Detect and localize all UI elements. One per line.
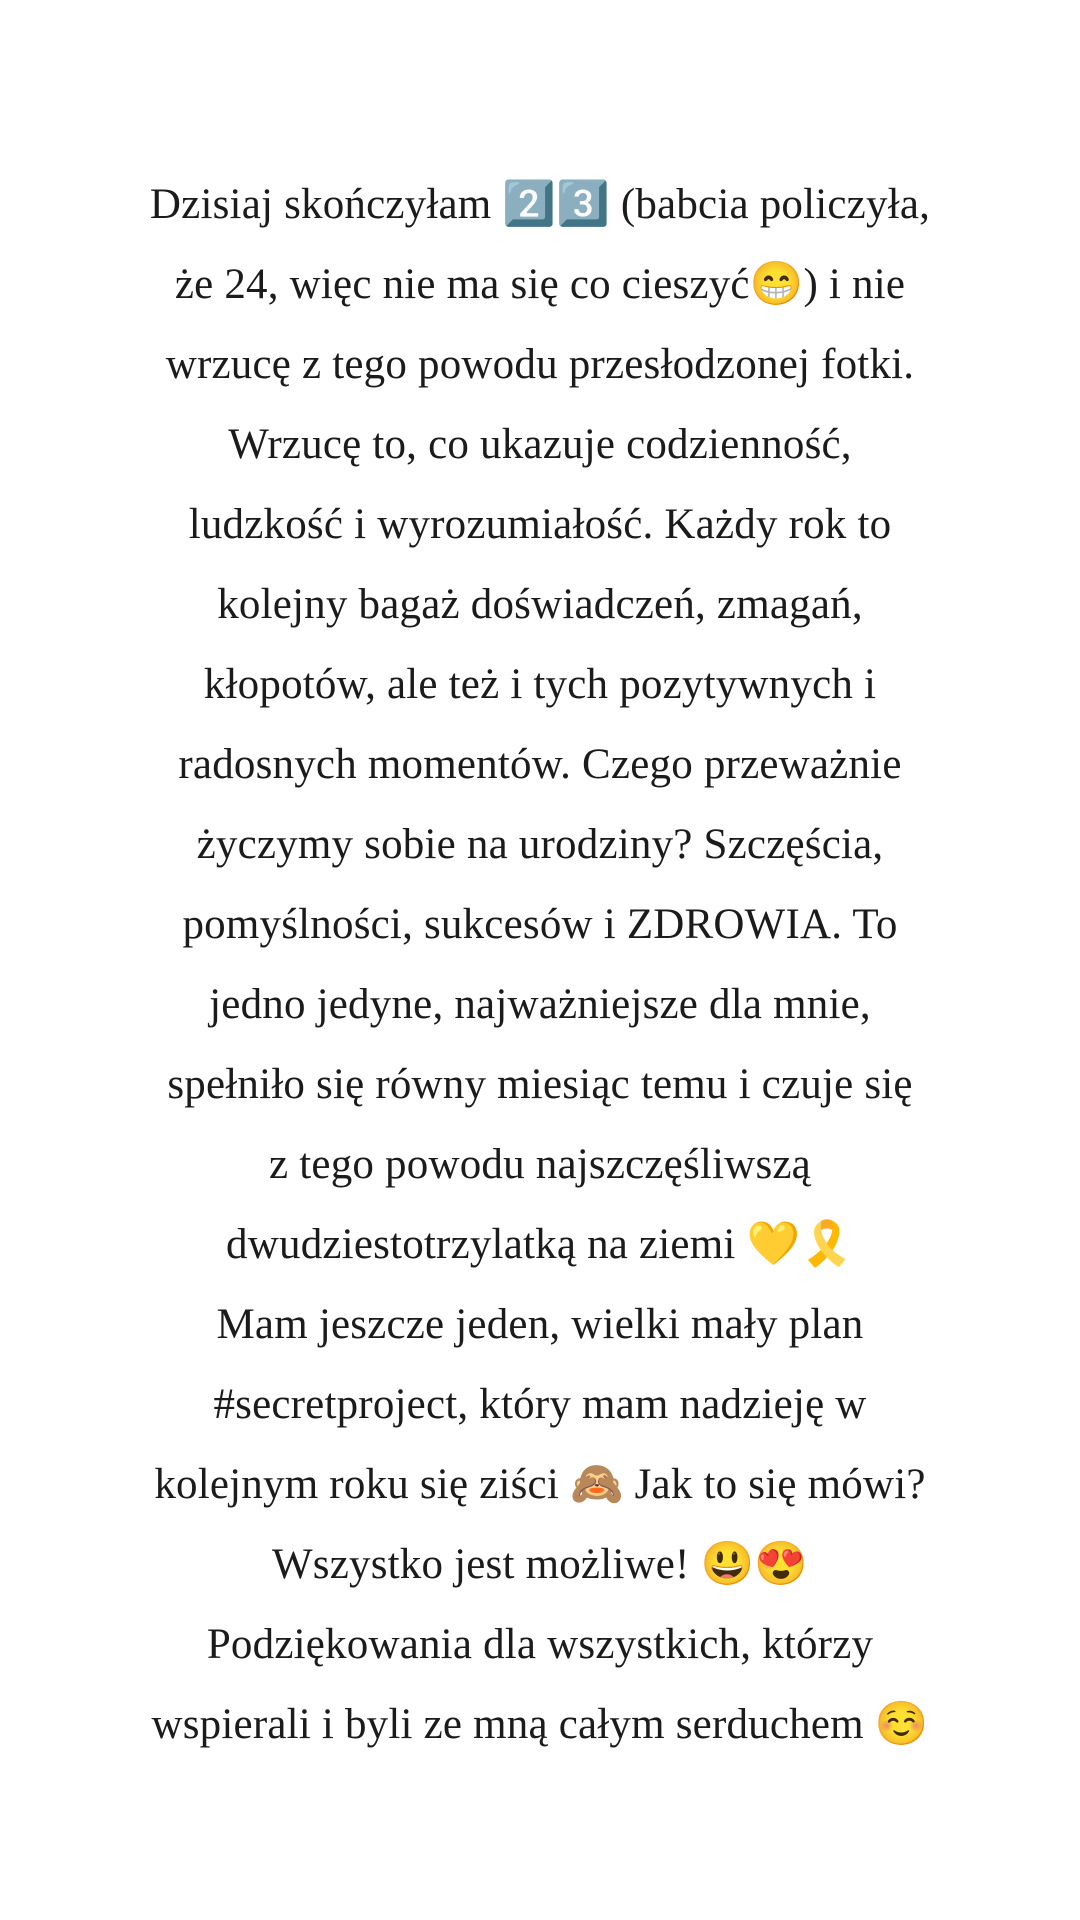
story-line: kolejnym roku się ziści 🙈 Jak to się mówi? <box>154 1461 926 1508</box>
story-line: Podziękowania dla wszystkich, którzy <box>206 1621 874 1668</box>
story-line: Wrzucę to, co ukazuje codzienność, <box>228 421 852 468</box>
story-line: z tego powodu najszczęśliwszą <box>269 1141 811 1188</box>
story-line: wspierali i byli ze mną całym serduchem ☺️ <box>151 1701 929 1748</box>
story-line: życzymy sobie na urodziny? Szczęścia, <box>196 821 884 868</box>
story-line: Dzisiaj skończyłam 2️⃣3️⃣ (babcia policzyła, <box>149 181 931 228</box>
story-line: kłopotów, ale też i tych pozytywnych i <box>203 661 877 708</box>
story-line: Wszystko jest możliwe! 😃😍 <box>271 1541 808 1588</box>
story-line: dwudziestotrzylatką na ziemi 💛🎗️ <box>226 1221 854 1268</box>
story-line: ludzkość i wyrozumiałość. Każdy rok to <box>188 501 892 548</box>
story-line: że 24, więc nie ma się co cieszyć😁) i nie <box>174 261 906 308</box>
story-line: kolejny bagaż doświadczeń, zmagań, <box>217 581 863 628</box>
story-line: radosnych momentów. Czego przeważnie <box>178 741 902 788</box>
story-line: Mam jeszcze jeden, wielki mały plan <box>216 1301 864 1348</box>
story-line: pomyślności, sukcesów i ZDROWIA. To <box>182 901 898 948</box>
story-line: wrzucę z tego powodu przesłodzonej fotki. <box>165 341 915 388</box>
story-caption-text <box>0 165 1080 1765</box>
story-line: #secretproject, który mam nadzieję w <box>213 1381 867 1428</box>
story-line: jedno jedyne, najważniejsze dla mnie, <box>209 981 871 1028</box>
story-line: spełniło się równy miesiąc temu i czuje się <box>167 1061 913 1108</box>
